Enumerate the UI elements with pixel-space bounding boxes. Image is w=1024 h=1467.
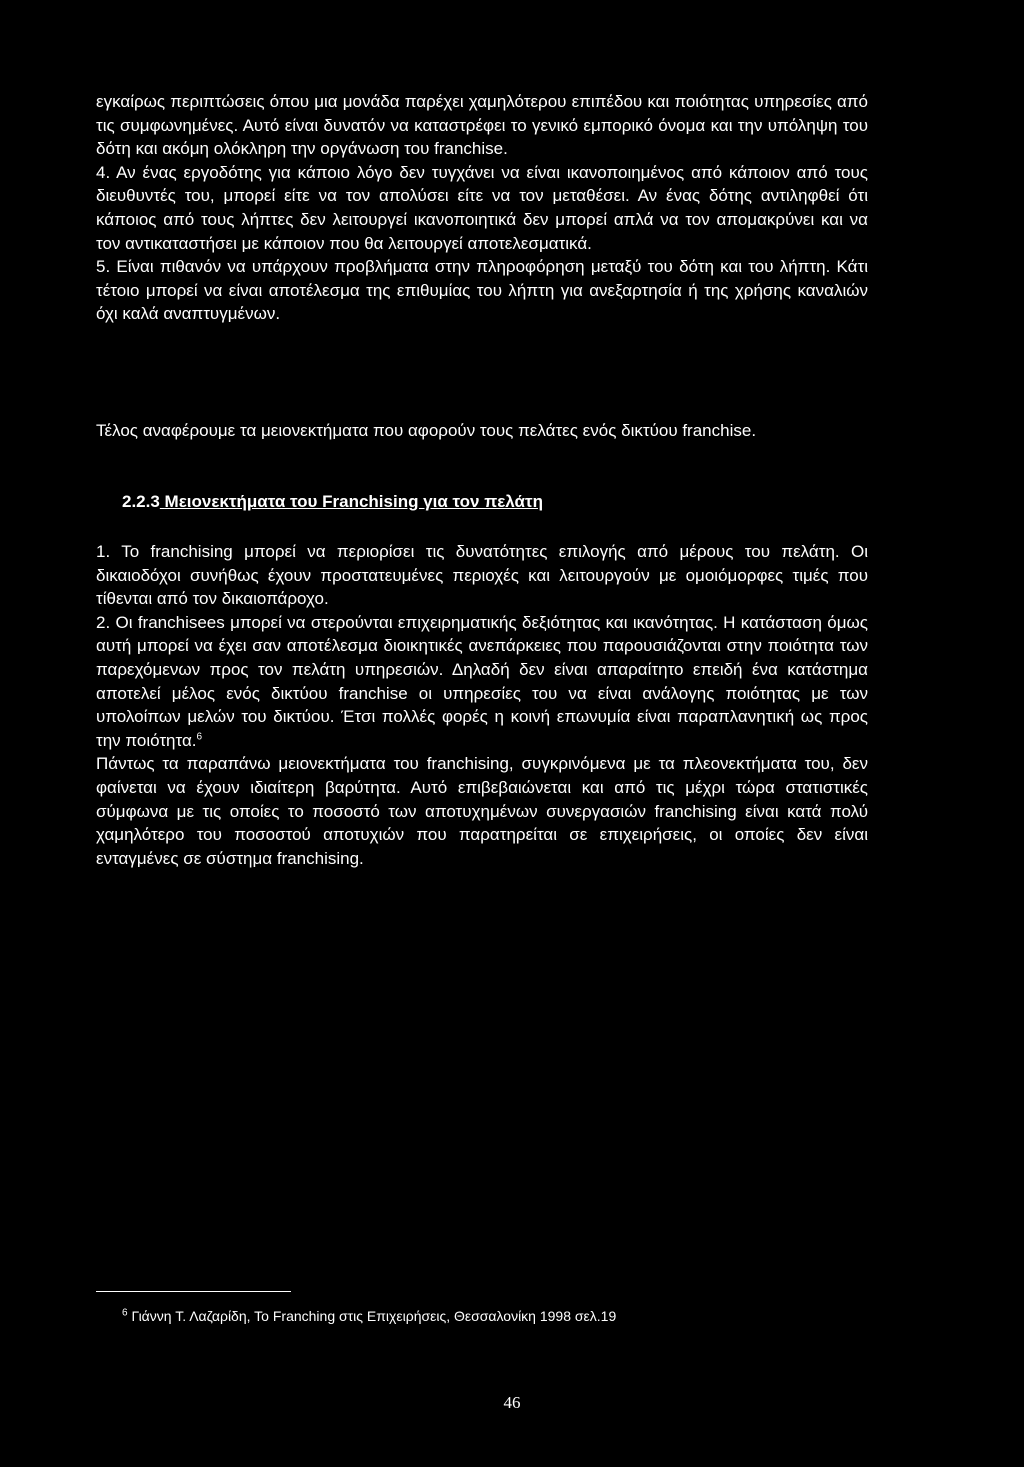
footnote-reference: 6 xyxy=(196,731,203,743)
footnote-divider xyxy=(96,1291,291,1292)
page-number: 46 xyxy=(503,1393,521,1412)
footnote-text: Γιάννη Τ. Λαζαρίδη, Το Franching στις Επιχειρήσεις, Θεσσαλονίκη 1998 σελ.19 xyxy=(131,1308,617,1324)
footnote-marker: 6 xyxy=(122,1307,128,1319)
paragraph-item-4: 4. Αν ένας εργοδότης για κάποιο λόγο δεν τυγχάνει να είναι ικανοποιημένος από κάποιον από τους διευθυντές του, μπορεί είτε να τον απολύσει είτε να τον μεταθέσει. Αν ένας δότης αντιληφθεί ότι κάποιος από τους λήπτες δεν λειτουργεί ικανοποιητικά δεν μπορεί απλά να τον απομακρύνει και να τον αντικαταστήσει με κάποιον που θα λειτουργεί αποτελεσματικά. xyxy=(96,162,868,253)
paragraph-intro: Τέλος αναφέρουμε τα μειονεκτήματα που αφορούν τους πελάτες ενός δικτύου franchise. xyxy=(96,421,757,440)
footnote xyxy=(122,1306,616,1326)
section-title: Μειονεκτήματα του Franchising για τον πελάτη xyxy=(164,492,543,511)
paragraph-item-2: 2. Οι franchisees μπορεί να στερούνται επιχειρηματικής δεξιότητας και ικανότητας. Η κατάσταση όμως αυτή μπορεί να έχει σαν αποτέλεσμα διοικητικές ανεπάρκειες που παρουσιάζονται στην ποιότητα των παρεχόμενων προς τον πελάτη υπηρεσιών. Δηλαδή δεν είναι απαραίτητο επειδή ένα κατάστημα αποτελεί μέλος ενός δικτύου franchise οι υπηρεσίες του να είναι ανάλογης ποιότητας με των υπολοίπων μελών του δικτύου. Έτσι πολλές φορές η κοινή επωνυμία είναι παραπλανητική ως προς την ποιότητα.$^6$ xyxy=(96,612,868,750)
text-block-disadvantages-customer xyxy=(96,540,868,870)
paragraph-conclusion: Πάντως τα παραπάνω μειονεκτήματα του franchising, συγκρινόμενα με τα πλεονεκτήματα του, δεν φαίνεται να έχουν ιδιαίτερη βαρύτητα. Αυτό επιβεβαιώνεται και από τις μέχρι τώρα στατιστικές σύμφωνα με τις οποίες το ποσοστό των αποτυχημένων συνεργασιών franchising είναι κατά πολύ χαμηλότερο του ποσοστού αποτυχιών που παρατηρείται σε επιχειρήσεις, οι οποίες δεν είναι ενταγμένες σε σύστημα franchising. xyxy=(96,754,868,868)
paragraph-item-1: 1. Το franchising μπορεί να περιορίσει τις δυνατότητες επιλογής από μέρους του πελάτη. Οι δικαιοδόχοι συνήθως έχουν προστατευμένες περιοχές και λειτουργούν με ομοιόμορφες τιμές που τίθενται από τον δικαιοπάροχο. xyxy=(96,542,868,609)
paragraph-item-5: 5. Είναι πιθανόν να υπάρχουν προβλήματα στην πληροφόρηση μεταξύ του δότη και του λήπτη. Κάτι τέτοιο μπορεί να είναι αποτέλεσμα της επιθυμίας του λήπτη για ανεξαρτησία ή της χρήσης καναλιών όχι καλά αναπτυγμένων. xyxy=(96,257,868,324)
section-number: 2.2.3 xyxy=(122,492,160,511)
text-block-intro-customer xyxy=(96,419,868,443)
section-heading xyxy=(122,490,543,514)
paragraph-continuation: εγκαίρως περιπτώσεις όπου μια μονάδα παρέχει χαμηλότερου επιπέδου και ποιότητας υπηρεσίες από τις συμφωνημένες. Αυτό είναι δυνατόν να καταστρέφει το γενικό εμπορικό όνομα και την υπόληψη του δότη και ακόμη ολόκληρη την οργάνωση του franchise. xyxy=(96,92,868,159)
text-block-disadvantages-franchisor xyxy=(96,90,868,326)
